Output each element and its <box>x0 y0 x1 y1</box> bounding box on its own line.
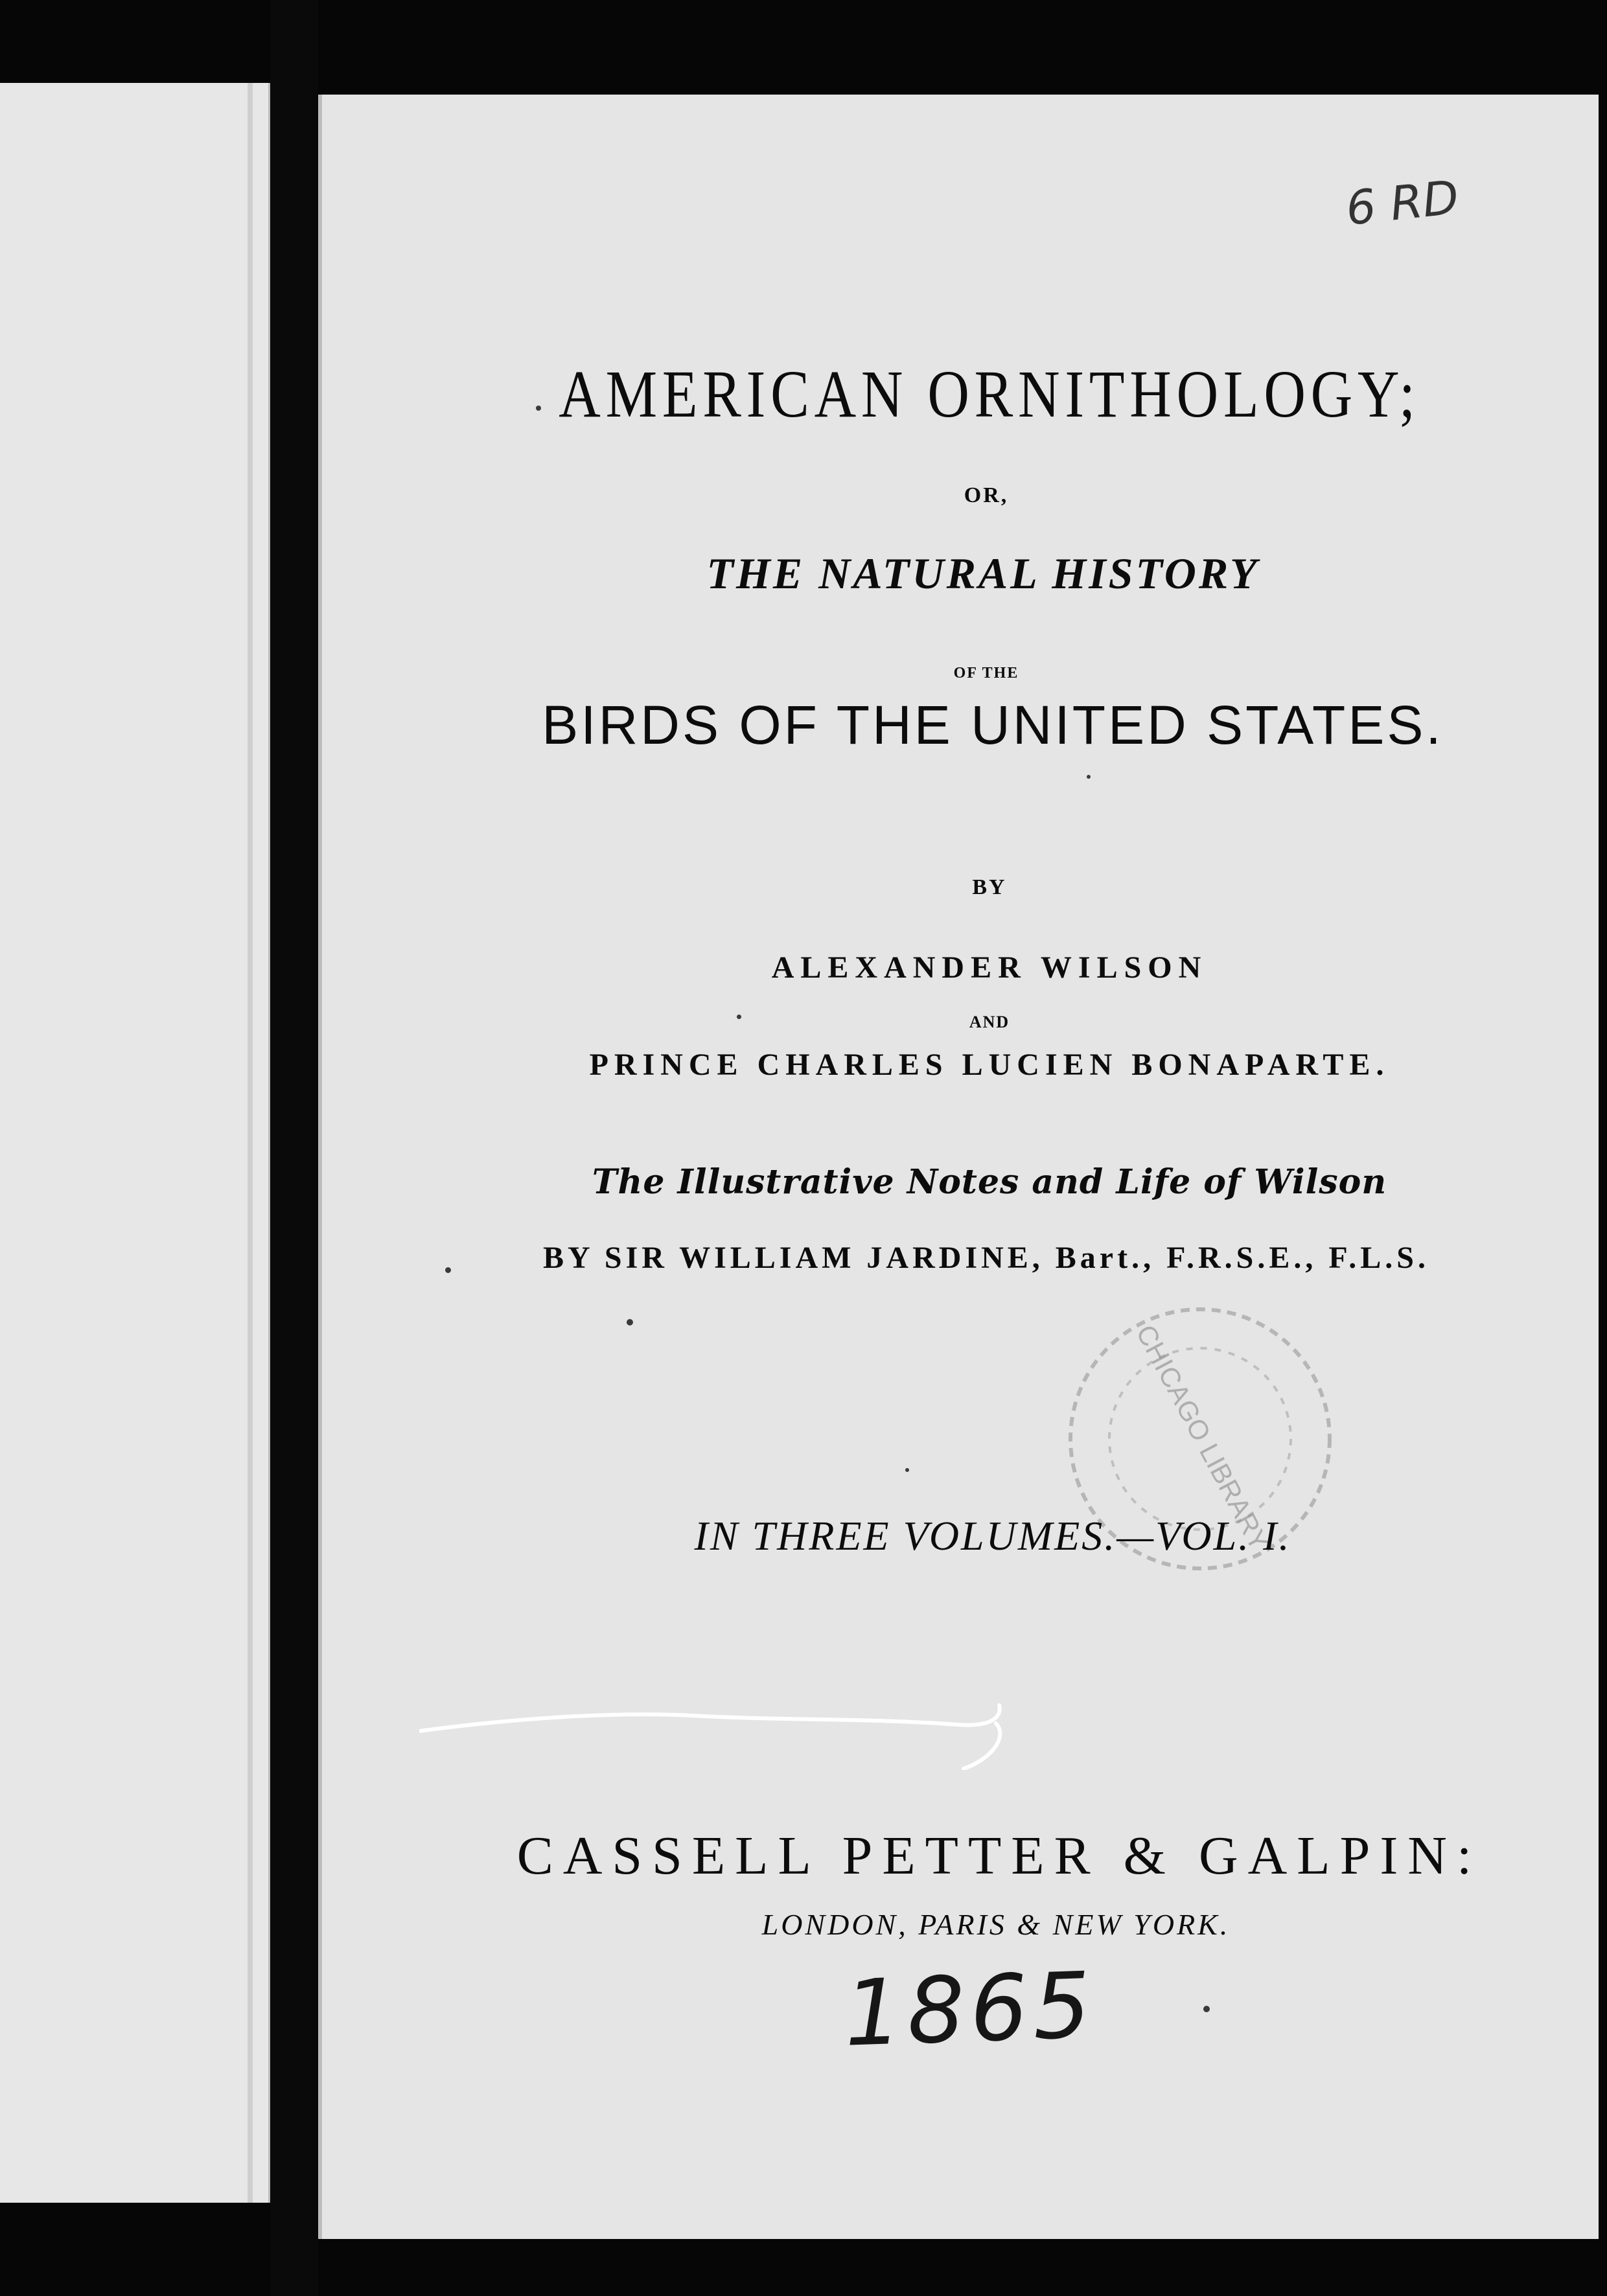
paper-speck <box>1203 2006 1210 2012</box>
facing-page <box>0 83 270 2203</box>
by-label: BY <box>972 875 1007 899</box>
book-title: AMERICAN ORNITHOLOGY; <box>559 357 1420 431</box>
paper-speck <box>536 406 541 411</box>
paper-speck <box>737 1015 741 1019</box>
title-conjunction: OR, <box>964 483 1009 507</box>
white-scratch-mark <box>419 1692 1022 1770</box>
title-page <box>318 95 1599 2239</box>
and-label: AND <box>969 1013 1010 1031</box>
pencil-margin-note: 6 RD <box>1343 170 1462 236</box>
publisher-cities: LONDON, PARIS & NEW YORK. <box>761 1908 1231 1941</box>
subtitle-connector: OF THE <box>953 665 1019 682</box>
author-wilson: ALEXANDER WILSON <box>771 950 1208 985</box>
paper-speck <box>445 1267 451 1273</box>
book-subject: BIRDS OF THE UNITED STATES. <box>542 695 1444 755</box>
handwritten-year: 1865 <box>842 1953 1098 2067</box>
volume-info: IN THREE VOLUMES.—VOL. I. <box>694 1513 1291 1559</box>
paper-speck <box>627 1319 633 1326</box>
book-gutter <box>270 0 318 2296</box>
paper-speck <box>905 1468 909 1472</box>
editor-jardine: BY SIR WILLIAM JARDINE, Bart., F.R.S.E., F.L.S. <box>543 1241 1429 1275</box>
illustrative-notes-line: The Illustrative Notes and Life of Wilson <box>592 1162 1387 1202</box>
author-bonaparte: PRINCE CHARLES LUCIEN BONAPARTE. <box>589 1048 1390 1082</box>
stamp-text: CHICAGO LIBRARY <box>1130 1320 1275 1556</box>
book-subtitle: THE NATURAL HISTORY <box>706 549 1260 598</box>
publisher-name: CASSELL PETTER & GALPIN: <box>516 1826 1482 1886</box>
paper-speck <box>1087 775 1091 779</box>
